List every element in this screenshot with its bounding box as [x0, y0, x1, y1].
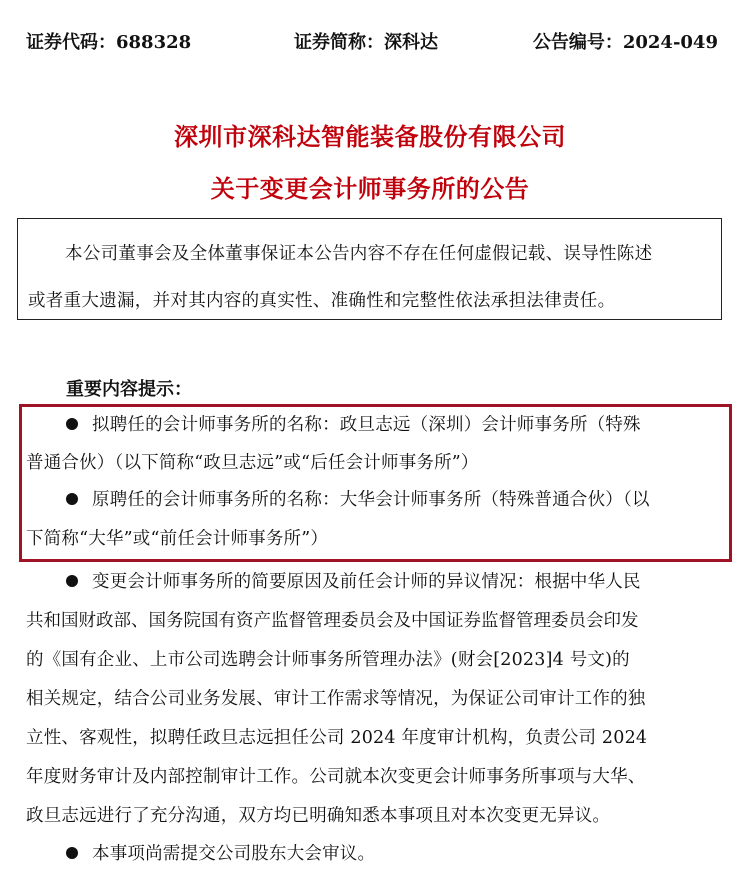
key-points-heading: 重要内容提示：	[66, 379, 192, 400]
list-item-reason	[66, 574, 641, 592]
reason-line-2: 共和国财政部、国务院国有资产监督管理委员会及中国证券监督管理委员会印发	[26, 611, 639, 631]
bullet-icon	[66, 847, 78, 859]
bullet-icon	[66, 418, 78, 430]
reason-line-4: 相关规定，结合公司业务发展、审计工作需求等情况，为保证公司审计工作的独	[26, 689, 646, 709]
reason-line-5: 立性、客观性，拟聘任政旦志远担任公司 2024 年度审计机构，负责公司 2024	[26, 728, 648, 748]
old-firm-line-2: 下简称“大华”或“前任会计师事务所”）	[26, 529, 329, 549]
bullet-icon	[66, 575, 78, 587]
old-firm-line-1: 原聘任的会计师事务所的名称：大华会计师事务所（特殊普通合伙）（以	[92, 490, 650, 510]
notice-subject-title: 关于变更会计师事务所的公告	[210, 174, 530, 203]
notice-number: 公告编号：2024-049	[532, 32, 718, 53]
reason-line-1: 变更会计师事务所的简要原因及前任会计师的异议情况：根据中华人民	[92, 572, 641, 592]
list-item-old-firm	[66, 492, 650, 510]
new-firm-line-1: 拟聘任的会计师事务所的名称：政旦志远（深圳）会计师事务所（特殊	[92, 415, 641, 435]
reason-line-3: 的《国有企业、上市公司选聘会计师事务所管理办法》(财会[2023]4 号文)的	[26, 650, 630, 670]
new-firm-line-2: 普通合伙）（以下简称“政旦志远”或“后任会计师事务所”）	[26, 453, 479, 473]
stock-abbreviation: 证券简称：深科达	[294, 32, 438, 53]
bullet-icon	[66, 493, 78, 505]
statement-line-1: 本公司董事会及全体董事保证本公告内容不存在任何虚假记载、误导性陈述	[65, 244, 653, 264]
statement-line-2: 或者重大遗漏，并对其内容的真实性、准确性和完整性依法承担法律责任。	[28, 291, 616, 311]
approval-line-1: 本事项尚需提交公司股东大会审议。	[92, 844, 376, 864]
list-item-new-firm	[66, 417, 641, 435]
stock-code: 证券代码：688328	[26, 32, 192, 53]
list-item-approval	[66, 846, 375, 864]
document-header	[26, 28, 718, 54]
reason-line-6: 年度财务审计及内部控制审计工作。公司就本次变更会计师事务所事项与大华、	[26, 767, 646, 787]
board-statement-box	[17, 218, 722, 320]
reason-line-7: 政旦志远进行了充分沟通，双方均已明确知悉本事项且对本次变更无异议。	[26, 806, 611, 826]
company-title: 深圳市深科达智能装备股份有限公司	[174, 122, 566, 151]
